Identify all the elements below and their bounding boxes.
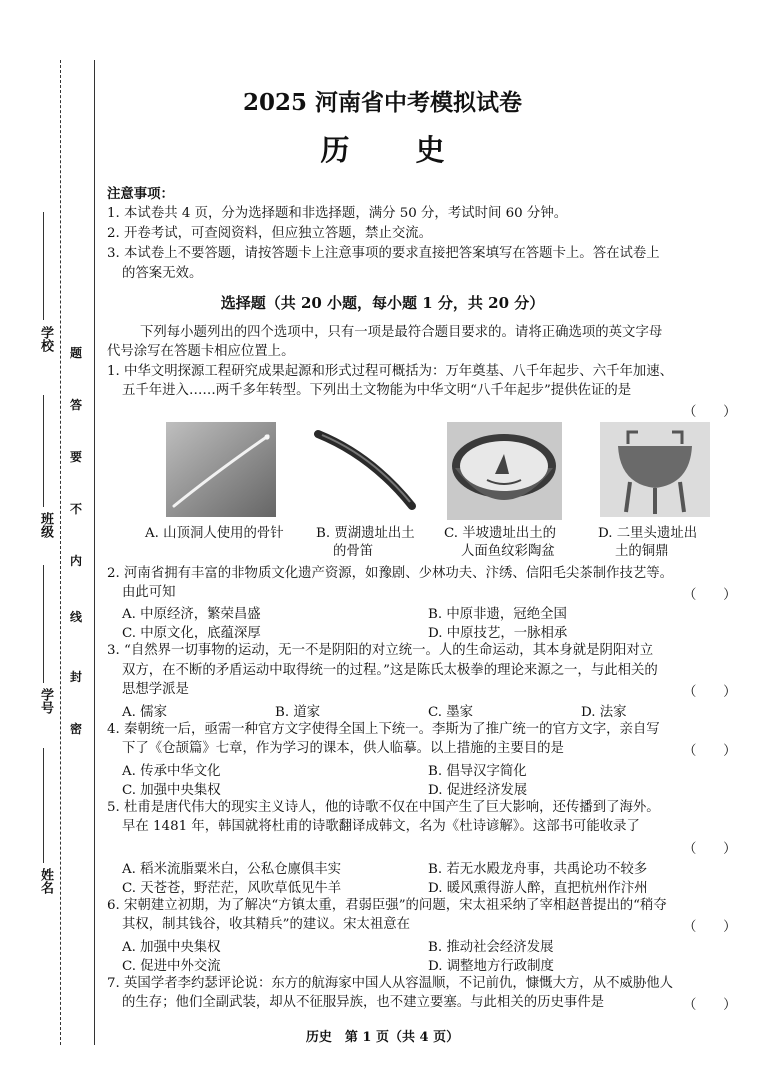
q3-option-a[interactable]: A. 儒家: [122, 705, 167, 720]
seal-char: 要: [69, 450, 83, 464]
question-4-text: 4. 秦朝统一后，亟需一种官方文字使得全国上下统一。李斯为了推广统一的官方文字，亲自写: [107, 722, 660, 737]
seal-char: 线: [69, 610, 83, 624]
binding-dashed-line: [60, 60, 61, 1045]
painted-pottery-basin-image: [447, 422, 562, 520]
school-label: 学校: [38, 326, 53, 352]
question-7-text: 7. 英国学者李约瑟评论说：东方的航海家中国人从容温顺，不记前仇，慷慨大方，从不威胁他人: [107, 976, 674, 991]
binding-solid-line: [94, 60, 95, 1045]
q2-option-d[interactable]: D. 中原技艺，一脉相承: [428, 626, 568, 641]
q6-option-a[interactable]: A. 加强中央集权: [122, 940, 221, 955]
q5-option-c[interactable]: C. 天苍苍，野茫茫，风吹草低见牛羊: [122, 881, 342, 896]
q1-option-c-cont: 人面鱼纹彩陶盆: [461, 544, 555, 559]
seal-char: 不: [69, 502, 83, 516]
q1-option-c[interactable]: C. 半坡遗址出土的: [444, 526, 557, 541]
question-3-text: 3. “自然界一切事物的运动，无一不是阴阳的对立统一。人的生命运动，其本身就是阴阳对立: [107, 643, 654, 658]
class-label: 班级: [38, 512, 53, 538]
note-line: 2. 开卷考试，可查阅资料，但应独立答题，禁止交流。: [107, 226, 433, 241]
q6-option-d[interactable]: D. 调整地方行政制度: [428, 959, 554, 974]
bone-needle-image: [166, 422, 276, 517]
question-6-text: 其权，制其钱谷，收其精兵”的建议。宋太祖意在: [122, 917, 411, 932]
q4-option-a[interactable]: A. 传承中华文化: [122, 764, 221, 779]
seal-char: 内: [69, 554, 83, 568]
question-4-text: 下了《仓颉篇》七章，作为学习的课本，供人临摹。以上措施的主要目的是: [122, 741, 564, 756]
student-id-label: 学号: [38, 688, 53, 714]
question-5-text: 5. 杜甫是唐代伟大的现实主义诗人，他的诗歌不仅在中国产生了巨大影响，还传播到了海外。: [107, 800, 660, 815]
answer-blank: （ ）: [683, 744, 737, 759]
question-7-text: 的生存；他们全副武装，却从不征服异族，也不建立要塞。与此相关的历史事件是: [122, 995, 605, 1010]
seal-char: 密: [69, 722, 83, 736]
q4-option-b[interactable]: B. 倡导汉字简化: [428, 764, 527, 779]
note-line: 的答案无效。: [122, 266, 203, 281]
answer-blank: （ ）: [683, 842, 737, 857]
q3-option-b[interactable]: B. 道家: [275, 705, 321, 720]
q1-option-d[interactable]: D. 二里头遗址出: [598, 526, 698, 541]
seal-char: 封: [69, 670, 83, 684]
q1-option-b-cont: 的骨笛: [333, 544, 374, 559]
q4-option-c[interactable]: C. 加强中央集权: [122, 783, 221, 798]
question-5-text: 早在 1481 年，韩国就将杜甫的诗歌翻译成韩文，名为《杜诗谚解》。这部书可能收录了: [122, 819, 640, 834]
q3-option-c[interactable]: C. 墨家: [428, 705, 474, 720]
question-3-text: 思想学派是: [122, 682, 189, 697]
q4-option-d[interactable]: D. 促进经济发展: [428, 783, 528, 798]
question-3-text: 双方，在不断的矛盾运动中取得统一的过程。”这是陈氏太极拳的理论来源之一，与此相关的: [122, 663, 658, 678]
page-footer: 历史 第 1 页（共 4 页）: [305, 1030, 460, 1045]
name-field[interactable]: [43, 748, 44, 863]
section-intro: 下列每小题列出的四个选项中，只有一项是最符合题目要求的。请将正确选项的英文字母: [140, 325, 663, 340]
note-line: 3. 本试卷上不要答题，请按答题卡上注意事项的要求直接把答案填写在答题卡上。答在试卷上: [107, 246, 660, 261]
class-field[interactable]: [43, 395, 44, 507]
seal-char: 答: [69, 398, 83, 412]
section-intro: 代号涂写在答题卡相应位置上。: [107, 344, 295, 359]
question-6-text: 6. 宋朝建立初期，为了解决“方镇太重，君弱臣强”的问题，宋太祖采纳了宰相赵普提出的“稍夺: [107, 898, 667, 913]
question-1-text: 1. 中华文明探源工程研究成果起源和形式过程可概括为：万年奠基、八千年起步、六千年加速、: [107, 364, 674, 379]
answer-blank: （ ）: [683, 405, 737, 420]
student-id-field[interactable]: [43, 565, 44, 683]
question-2-text: 2. 河南省拥有丰富的非物质文化遗产资源，如豫剧、少林功夫、汴绣、信阳毛尖茶制作技艺等。: [107, 566, 674, 581]
section-title: 选择题（共 20 小题，每小题 1 分，共 20 分）: [220, 294, 545, 312]
exam-title: 2025 河南省中考模拟试卷: [242, 89, 523, 116]
q2-option-a[interactable]: A. 中原经济，繁荣昌盛: [122, 607, 261, 622]
notes-heading: 注意事项：: [107, 186, 174, 202]
q5-option-d[interactable]: D. 暖风熏得游人醉，直把杭州作汴州: [428, 881, 648, 896]
q1-option-d-cont: 土的铜鼎: [615, 544, 669, 559]
name-label: 姓名: [38, 868, 53, 894]
q6-option-c[interactable]: C. 促进中外交流: [122, 959, 221, 974]
q6-option-b[interactable]: B. 推动社会经济发展: [428, 940, 554, 955]
q5-option-a[interactable]: A. 稻米流脂粟米白，公私仓廪俱丰实: [122, 862, 342, 877]
answer-blank: （ ）: [683, 998, 737, 1013]
q2-option-c[interactable]: C. 中原文化，底蕴深厚: [122, 626, 261, 641]
bronze-ding-image: [600, 422, 710, 517]
question-1-text: 五千年进入……两千多年转型。下列出土文物能为中华文明“八千年起步”提供佐证的是: [122, 383, 632, 398]
q5-option-b[interactable]: B. 若无水殿龙舟事，共禹论功不较多: [428, 862, 648, 877]
answer-blank: （ ）: [683, 920, 737, 935]
note-line: 1. 本试卷共 4 页，分为选择题和非选择题，满分 50 分，考试时间 60 分钟。: [107, 206, 568, 221]
q1-option-a[interactable]: A. 山顶洞人使用的骨针: [145, 526, 284, 541]
q2-option-b[interactable]: B. 中原非遗，冠绝全国: [428, 607, 567, 622]
subject-title: 历 史: [320, 133, 473, 167]
seal-char: 题: [69, 346, 83, 360]
q3-option-d[interactable]: D. 法家: [581, 705, 627, 720]
answer-blank: （ ）: [683, 685, 737, 700]
q1-option-b[interactable]: B. 贾湖遗址出土: [316, 526, 415, 541]
bone-flute-image: [312, 428, 417, 513]
answer-blank: （ ）: [683, 588, 737, 603]
question-2-text: 由此可知: [122, 585, 176, 600]
